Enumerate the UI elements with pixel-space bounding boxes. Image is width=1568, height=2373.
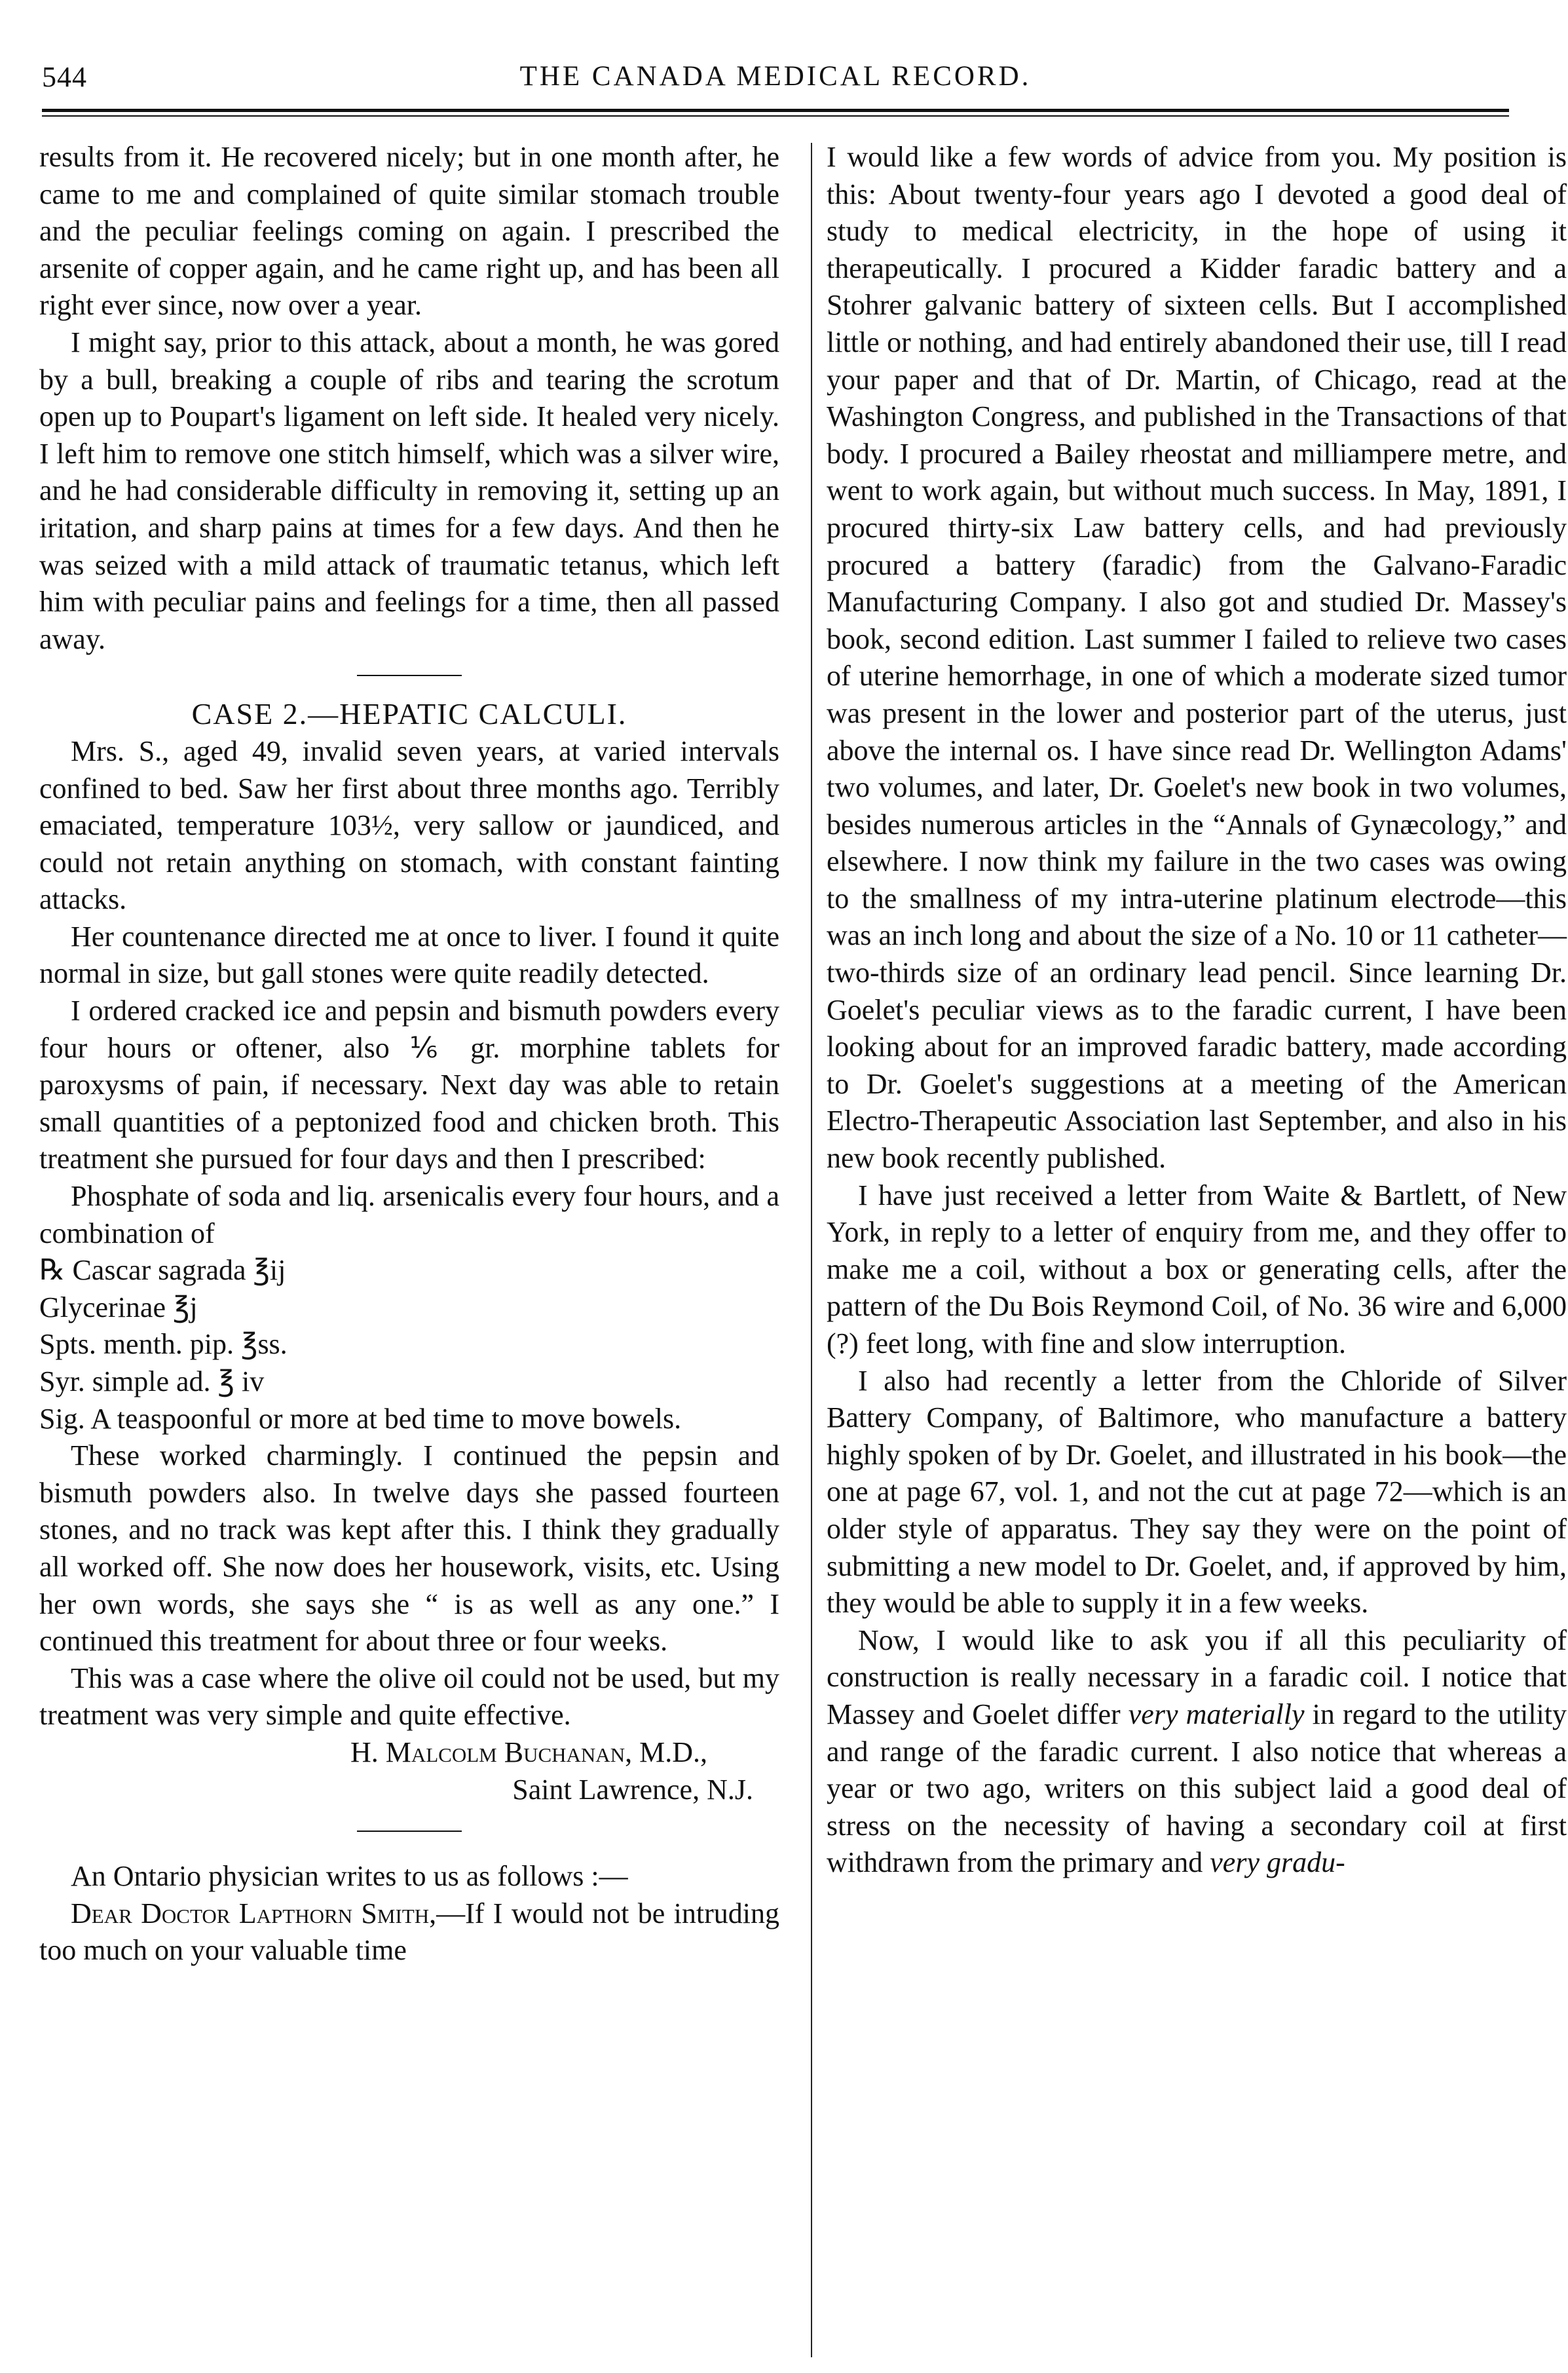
left-paragraph-9: This was a case where the olive oil could not be used, but my treatment was very simple and quite effective. (39, 1661, 779, 1732)
left-paragraph-7: Sig. A teaspoonful or more at bed time to move bowels. (39, 1402, 682, 1435)
right-paragraph-4-part-a: Now, I would like to ask you if all this peculiarity of construction is really necessary in a faradic coil. I notice that Massey and Goelet differ (827, 1623, 1567, 1730)
left-paragraph-4: Her countenance directed me at once to liver. I found it quite normal in size, but gall stones were quite readily detected. (39, 920, 779, 990)
right-paragraph-4-part-b: in regard to the utility and range of the faradic current. I also notice that whereas a year or two ago, writers on this subject laid a good deal of stress on the necessity of having a secondary coil at first withdrawn from the primary and (827, 1698, 1567, 1879)
salutation: Dear Doctor Lapthorn Smith, (71, 1897, 437, 1929)
left-paragraph-6: Phosphate of soda and liq. arsenicalis every four hours, and a combination of (39, 1180, 779, 1249)
prescription-line-4: Syr. simple ad. ℥ iv (39, 1365, 265, 1397)
emphasis-very-materially: very materially (1128, 1698, 1305, 1730)
case-heading: CASE 2.—HEPATIC CALCULI. (191, 697, 627, 731)
right-paragraph-4 (827, 1622, 1567, 1882)
left-paragraph-1: results from it. He recovered nicely; but in one month after, he came to me and complained of quite similar stomach trouble and the peculiar feelings coming on again. I prescribed the arsenite of copper again, and he came right up, and has been all right ever since, now over a year. (39, 141, 779, 322)
left-paragraph-8: These worked charmingly. I continued the pepsin and bismuth powders also. In twelve days she passed fourteen stones, and no track was kept after this. I think they gradually all worked off. She now does her housework, visits, etc. Using her own words, she says she “ is as well as any one.” I continued this treatment for about three or four weeks. (39, 1439, 779, 1658)
left-column (39, 139, 779, 1969)
right-paragraph-2: I have just received a letter from Waite & Bartlett, of New York, in reply to a letter of enquiry from me, and they offer to make me a coil, without a box or generating cells, after the pattern of the Du Bois Reymond Coil, of No. 36 wire and 6,000 (?) feet long, with fine and slow interruption. (827, 1179, 1567, 1359)
right-column (827, 139, 1567, 1882)
page-number: 544 (42, 61, 87, 93)
prescription-line-2: Glycerinae ℥j (39, 1291, 198, 1323)
left-paragraph-2: I might say, prior to this attack, about a month, he was gored by a bull, breaking a couple of ribs and tearing the scrotum open up to Poupart's ligament on left side. It healed very nicely. I left him to remove one stitch himself, which was a silver wire, and he had considerable difficulty in removing it, setting up an iritation, and sharp pains at times for a few days. And then he was seized with a mild attack of traumatic tetanus, which left him with peculiar pains and feelings for a time, then all passed away. (39, 326, 779, 655)
salutation-continued: —If I would not be intruding too much on your valuable time (39, 1897, 779, 1967)
left-paragraph-11 (39, 1895, 779, 1969)
prescription-line-3: Spts. menth. pip. ℥ss. (39, 1328, 288, 1361)
section-rule-2 (357, 1831, 462, 1832)
emphasis-very-gradu: very gradu- (1210, 1846, 1345, 1879)
right-paragraph-1: I would like a few words of advice from you. My position is this: About twenty-four years ago I devoted a good deal of study to medical electricity, in the hope of using it therapeutically. I procured a Kidder faradic battery and a Stohrer galvanic battery of sixteen cells. But I accomplished little or nothing, and had entirely abandoned their use, till I read your paper and that of Dr. Martin, of Chicago, read at the Washington Congress, and published in the Transactions of that body. I procured a Bailey rheostat and milliampere metre, and went to work again, but without much success. In May, 1891, I procured thirty-six Law battery cells, and had previously procured a battery (faradic) from the Galvano-Faradic Manufacturing Company. I also got and studied Dr. Massey's book, second edition. Last summer I failed to relieve two cases of uterine hemorrhage, in one of which a moderate sized tumor was present in the lower and posterior part of the uterus, just above the internal os. I have since read Dr. Wellington Adams' two volumes, and later, Dr. Goelet's new book in two volumes, besides numerous articles in the “Annals of Gynæcology,” and elsewhere. I now think my failure in the two cases was owing to the smallness of my intra-uterine platinum electrode—this was an inch long and about the size of a No. 10 or 11 catheter—two-thirds size of an ordinary lead pencil. Since learning Dr. Goelet's peculiar views as to the faradic current, I have been looking about for an improved faradic battery, made according to Dr. Goelet's suggestions at a meeting of the American Electro-Therapeutic Association last September, and also in his new book recently published. (827, 141, 1567, 1175)
left-paragraph-5: I ordered cracked ice and pepsin and bismuth powders every four hours or oftener, also ⅙ gr. morphine tablets for paroxysms of pain, if necessary. Next day was able to retain small quantities of a peptonized food and chicken broth. This treatment she pursued for four days and then I prescribed: (39, 995, 779, 1175)
left-paragraph-10: An Ontario physician writes to us as follows :— (71, 1860, 628, 1893)
running-title: THE CANADA MEDICAL RECORD. (519, 61, 1032, 92)
signature-place: Saint Lawrence, N.J. (512, 1773, 753, 1806)
right-paragraph-3: I also had recently a letter from the Chloride of Silver Battery Company, of Baltimore, who manufacture a battery highly spoken of by Dr. Goelet, and illustrated in his book—the one at page 67, vol. 1, and not the cut at page 72—which is an older style of apparatus. They say they were on the point of submitting a new model to Dr. Goelet, and, if approved by him, they would be able to supply it in a few weeks. (827, 1364, 1567, 1620)
signature-name: H. Malcolm Buchanan, M.D., (350, 1736, 707, 1768)
header-rule-thick (42, 109, 1509, 112)
page-header (42, 60, 1509, 106)
column-divider (811, 143, 812, 2357)
section-rule (357, 675, 462, 676)
header-rule-thin (42, 115, 1509, 117)
prescription-line-1: ℞ Cascar sagrada ℥ij (39, 1254, 286, 1287)
left-paragraph-3: Mrs. S., aged 49, invalid seven years, at varied intervals confined to bed. Saw her first about three months ago. Terribly emaciated, temperature 103½, very sallow or jaundiced, and could not retain anything on stomach, with constant fainting attacks. (39, 734, 779, 916)
